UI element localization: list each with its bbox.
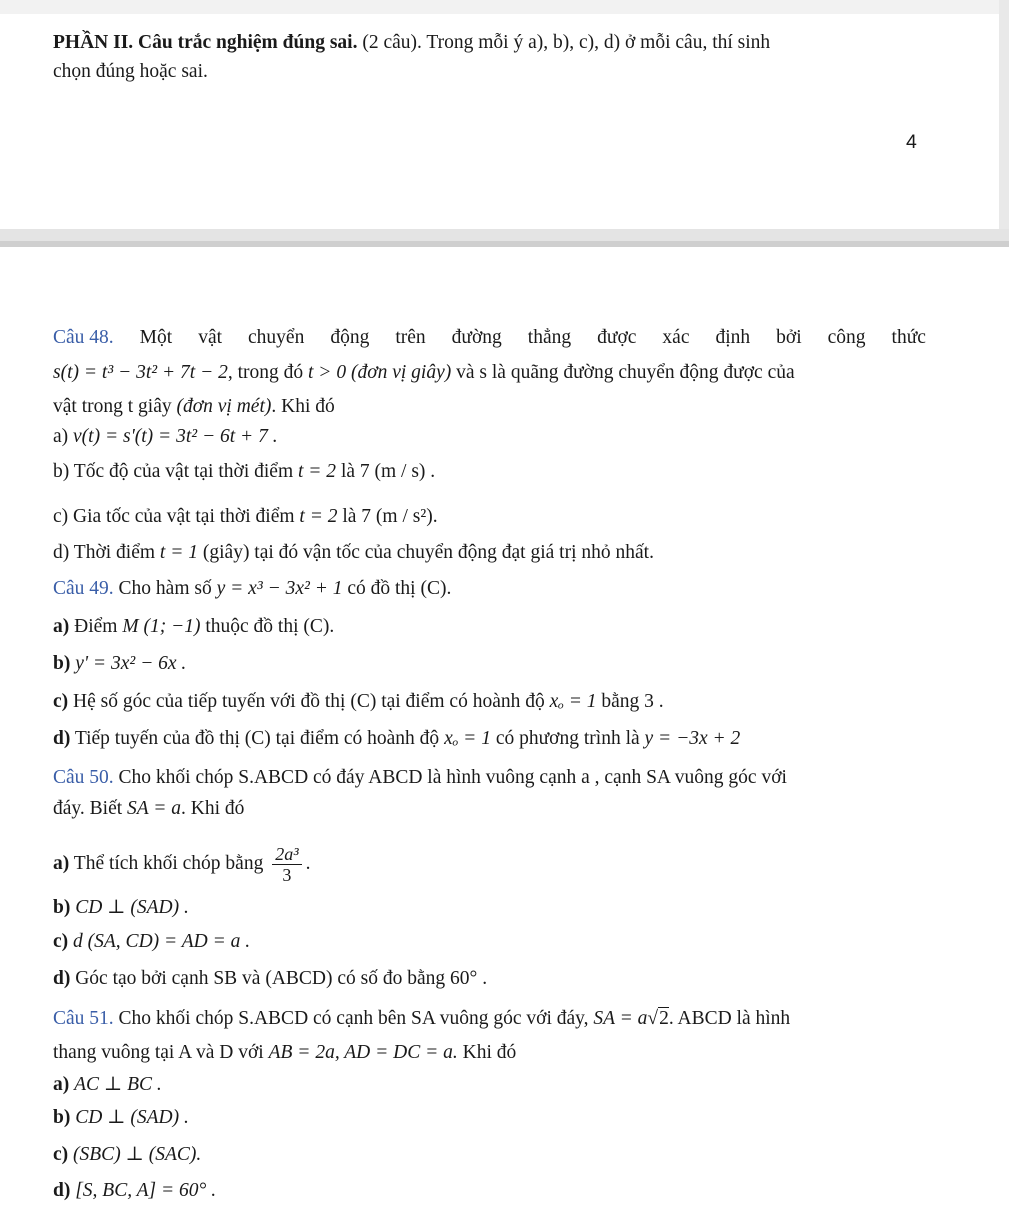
q48-option-a <box>53 424 278 450</box>
q48-b-text: Tốc độ của vật tại thời điểm <box>73 461 294 482</box>
q51-intro-text: Cho khối chóp S.ABCD có cạnh bên SA vuông góc với đáy, <box>118 1008 589 1029</box>
option-label: a) <box>53 616 70 637</box>
q50-d-text: Góc tạo bởi cạnh SB và (ABCD) có số đo bằng <box>75 968 446 989</box>
previous-page-edge <box>0 0 1009 15</box>
q49-d-tail: y = −3x + 2 <box>644 728 741 749</box>
q50-intro <box>53 765 787 791</box>
q50-option-d <box>53 966 487 992</box>
q50-a-text: Thể tích khối chóp bằng <box>73 852 264 874</box>
scroll-gutter <box>999 0 1009 230</box>
q48-line3-tail: . Khi đó <box>271 396 335 417</box>
q48-d-text: Thời điểm <box>73 542 156 563</box>
q48-intro-word: định <box>715 327 751 348</box>
q49-d-text: Tiếp tuyến của đồ thị (C) tại điểm có hoành độ <box>74 728 440 749</box>
option-label: d) <box>53 728 71 749</box>
option-label: d) <box>53 968 71 989</box>
q50-intro2-math: SA = a <box>127 798 181 819</box>
q48-line2-tail: và s là quãng đường chuyển động được của <box>456 362 795 383</box>
q48-line2 <box>53 360 795 386</box>
q51-sqrt: 2 <box>659 1008 669 1029</box>
option-label: d) <box>53 542 70 563</box>
q48-intro-word: Một <box>139 327 173 348</box>
q48-option-c <box>53 504 438 530</box>
q48-intro-word: bởi <box>776 327 802 348</box>
q51-option-c <box>53 1142 201 1168</box>
q49-function: y = x³ − 3x² + 1 <box>216 578 343 599</box>
option-label: a) <box>53 1074 70 1095</box>
q50-option-c <box>53 929 250 955</box>
q51-option-d <box>53 1178 216 1204</box>
option-label: c) <box>53 931 69 952</box>
q48-intro-word: vật <box>198 327 223 348</box>
q51-intro2-text: thang vuông tại A và D với <box>53 1042 264 1063</box>
q48-option-b <box>53 459 435 485</box>
q49-d-math: xₒ = 1 <box>444 728 491 749</box>
q50-intro2-text: đáy. Biết <box>53 798 123 819</box>
q50-b-math: CD ⊥ (SAD) . <box>75 897 189 918</box>
fraction-denominator: 3 <box>282 865 292 885</box>
q48-intro-word: công <box>827 327 866 348</box>
q48-formula: s(t) = t³ − 3t² + 7t − 2 <box>53 362 228 383</box>
q48-intro-word: thẳng <box>527 327 572 348</box>
option-label: d) <box>53 1180 71 1201</box>
page-number: 4 <box>906 131 917 153</box>
q49-label: Câu 49. <box>53 578 114 599</box>
q48-intro-word: xác <box>662 327 690 348</box>
option-label: c) <box>53 691 69 712</box>
q48-a-formula: v(t) = s'(t) = 3t² − 6t + 7 . <box>73 426 278 447</box>
q51-a-math: AC ⊥ BC . <box>74 1074 162 1095</box>
q48-d-tail: (giây) tại đó vận tốc của chuyển động đạt giá trị nhỏ nhất. <box>202 542 654 563</box>
q49-option-c <box>53 689 664 715</box>
q49-option-a <box>53 614 334 640</box>
q48-condition: t > 0 <box>308 362 347 383</box>
q48-label: Câu 48. <box>53 327 114 348</box>
q49-intro-tail: có đồ thị (C). <box>347 578 452 599</box>
page-separator-shadow <box>0 241 1009 247</box>
q50-option-a: a) Thể tích khối chóp bằng $\frac{\text{2a³}}{3}$ . <box>53 844 311 885</box>
q50-intro-line2 <box>53 796 244 822</box>
q49-option-d <box>53 726 740 752</box>
q51-option-b <box>53 1105 189 1131</box>
q48-line3-unit: (đơn vị mét) <box>176 396 272 417</box>
q49-b-math: y' = 3x² − 6x . <box>75 653 187 674</box>
fraction-numerator: 2a³ <box>272 844 301 865</box>
q48-line3-text: vật trong t giây <box>53 396 172 417</box>
q48-line2-text: , trong đó <box>227 362 304 383</box>
part-title: PHẦN II. Câu trắc nghiệm đúng sai. <box>53 32 358 53</box>
q51-intro-line2 <box>53 1040 516 1066</box>
option-label: c) <box>53 506 69 527</box>
part-description-line2: chọn đúng hoặc sai. <box>53 61 208 82</box>
q51-d-math: [S, BC, A] = 60° . <box>75 1180 217 1201</box>
q49-d-mid: có phương trình là <box>495 728 640 749</box>
q48-line3 <box>53 394 335 420</box>
q49-a-text: Điểm <box>74 616 118 637</box>
option-label: a) <box>53 852 70 874</box>
q50-d-math: 60° . <box>450 968 488 989</box>
q49-c-text: Hệ số góc của tiếp tuyến với đồ thị (C) tại điểm có hoành độ <box>73 691 545 712</box>
q48-intro-word: động <box>330 327 370 348</box>
q49-a-math: M (1; −1) <box>122 616 201 637</box>
q50-option-b <box>53 895 189 921</box>
option-label: b) <box>53 897 71 918</box>
q49-c-math: xₒ = 1 <box>549 691 597 712</box>
q48-c-tail: là 7 (m / s²). <box>342 506 438 527</box>
part-description: (2 câu). Trong mỗi ý a), b), c), d) ở mỗi câu, thí sinh <box>362 32 771 53</box>
q51-c-math: (SBC) ⊥ (SAC). <box>73 1144 202 1165</box>
q48-option-d <box>53 540 654 566</box>
q49-intro-text: Cho hàm số <box>118 578 212 599</box>
q51-intro2-tail: Khi đó <box>462 1042 517 1063</box>
q51-label: Câu 51. <box>53 1008 114 1029</box>
q48-intro-word: thức <box>891 327 926 348</box>
q51-intro2-math: AB = 2a, AD = DC = a. <box>268 1042 458 1063</box>
q51-option-a <box>53 1072 162 1098</box>
option-label: b) <box>53 1107 71 1128</box>
volume-fraction <box>272 844 301 885</box>
q48-c-text: Gia tốc của vật tại thời điểm <box>73 506 295 527</box>
q48-b-tail: là 7 (m / s) . <box>340 461 436 482</box>
q48-intro-word: được <box>597 327 637 348</box>
q48-b-math: t = 2 <box>297 461 337 482</box>
q51-intro: Câu 51. Cho khối chóp S.ABCD có cạnh bên SA vuông góc với đáy, SA = a√2. ABCD là hình <box>53 1008 791 1029</box>
option-label: a) <box>53 426 69 447</box>
q50-intro2-tail: . Khi đó <box>180 798 245 819</box>
q51-intro-tail: . ABCD là hình <box>668 1008 791 1029</box>
q48-c-math: t = 2 <box>299 506 338 527</box>
q50-label: Câu 50. <box>53 767 114 788</box>
q49-c-tail: bằng 3 . <box>601 691 664 712</box>
q49-intro <box>53 576 451 602</box>
q49-option-b <box>53 651 186 677</box>
q48-intro <box>53 325 926 351</box>
q48-unit: (đơn vị giây) <box>350 362 452 383</box>
part-header-line <box>53 30 770 56</box>
q50-intro-text: Cho khối chóp S.ABCD có đáy ABCD là hình vuông cạnh a , cạnh SA vuông góc với <box>118 767 787 788</box>
option-label: b) <box>53 653 71 674</box>
option-label: b) <box>53 461 70 482</box>
option-label: c) <box>53 1144 69 1165</box>
q50-c-math: d (SA, CD) = AD = a . <box>73 931 251 952</box>
q48-intro-word: chuyển <box>248 327 305 348</box>
q48-d-math: t = 1 <box>159 542 198 563</box>
q51-b-math: CD ⊥ (SAD) . <box>75 1107 189 1128</box>
q49-a-tail: thuộc đồ thị (C). <box>205 616 335 637</box>
q48-intro-word: trên <box>395 327 426 348</box>
q51-intro-math: SA = a <box>593 1008 648 1029</box>
q48-intro-word: đường <box>451 327 502 348</box>
